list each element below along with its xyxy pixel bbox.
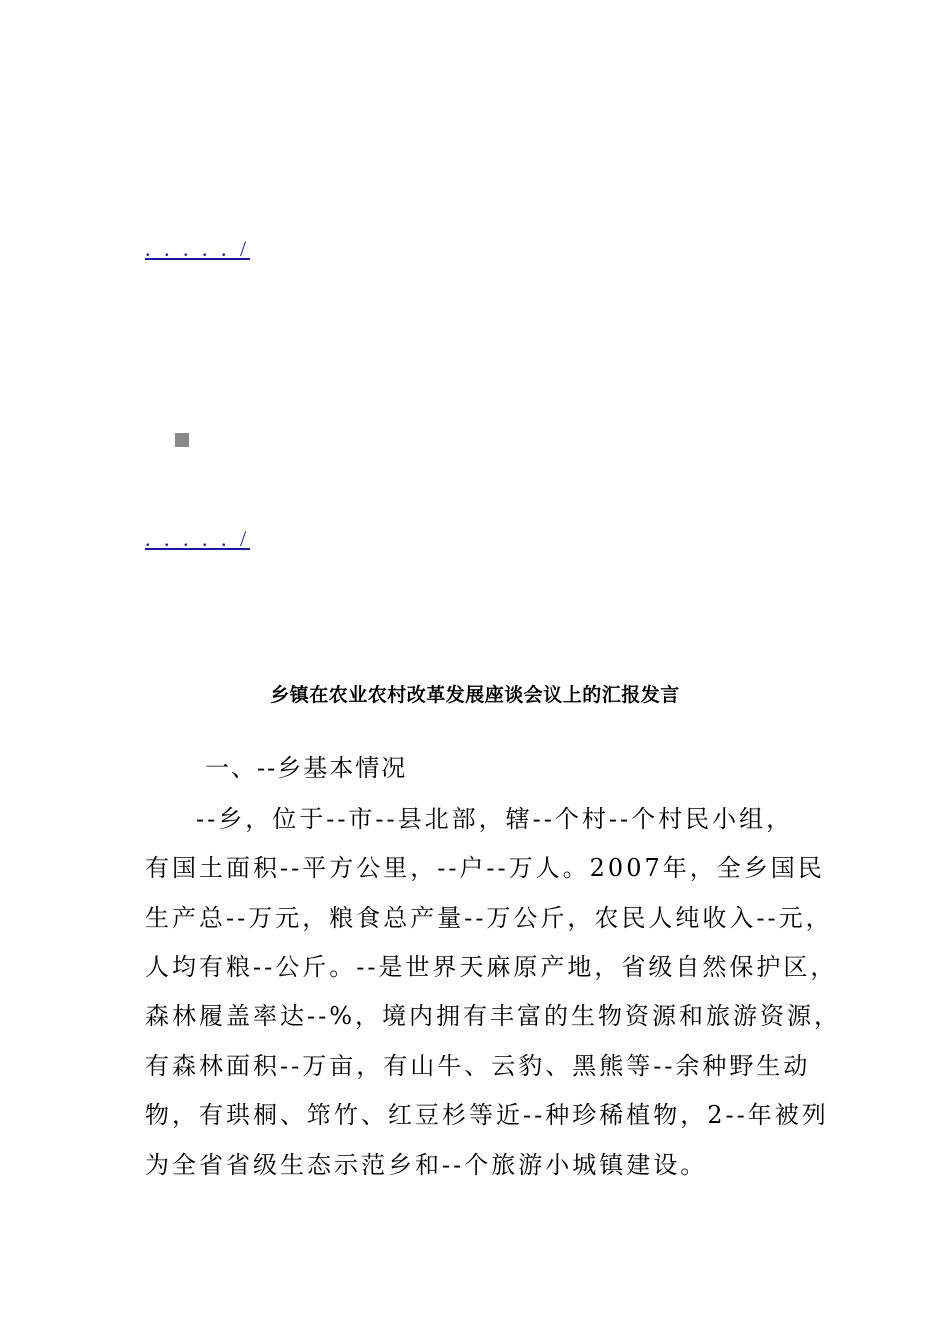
dotted-link-top[interactable]: . . . . . / bbox=[145, 236, 251, 261]
paragraph-line: 人均有粮--公斤。--是世界天麻原产地，省级自然保护区， bbox=[145, 953, 838, 981]
paragraph-line: 有国土面积--平方公里，--户--万人。2007年，全乡国民 bbox=[145, 854, 825, 882]
paragraph-line: 生产总--万元，粮食总产量--万公斤，农民人纯收入--元， bbox=[145, 904, 833, 932]
paragraph-line: 森林履盖率达--%，境内拥有丰富的生物资源和旅游资源， bbox=[145, 1002, 842, 1030]
square-bullet-icon bbox=[175, 433, 189, 447]
document-title: 乡镇在农业农村改革发展座谈会议上的汇报发言 bbox=[270, 684, 680, 706]
dotted-link-bottom[interactable]: . . . . . / bbox=[145, 526, 251, 551]
paragraph-line: 为全省省级生态示范乡和--个旅游小城镇建设。 bbox=[145, 1151, 708, 1179]
paragraph-line: 有森林面积--万亩，有山牛、云豹、黑熊等--余种野生动 bbox=[145, 1052, 811, 1080]
section-heading: 一、--乡基本情况 bbox=[205, 754, 408, 782]
paragraph-line: 物，有珙桐、筇竹、红豆杉等近--种珍稀植物，2--年被列 bbox=[145, 1101, 829, 1129]
paragraph-line: --乡，位于--市--县北部，辖--个村--个村民小组， bbox=[196, 805, 794, 833]
